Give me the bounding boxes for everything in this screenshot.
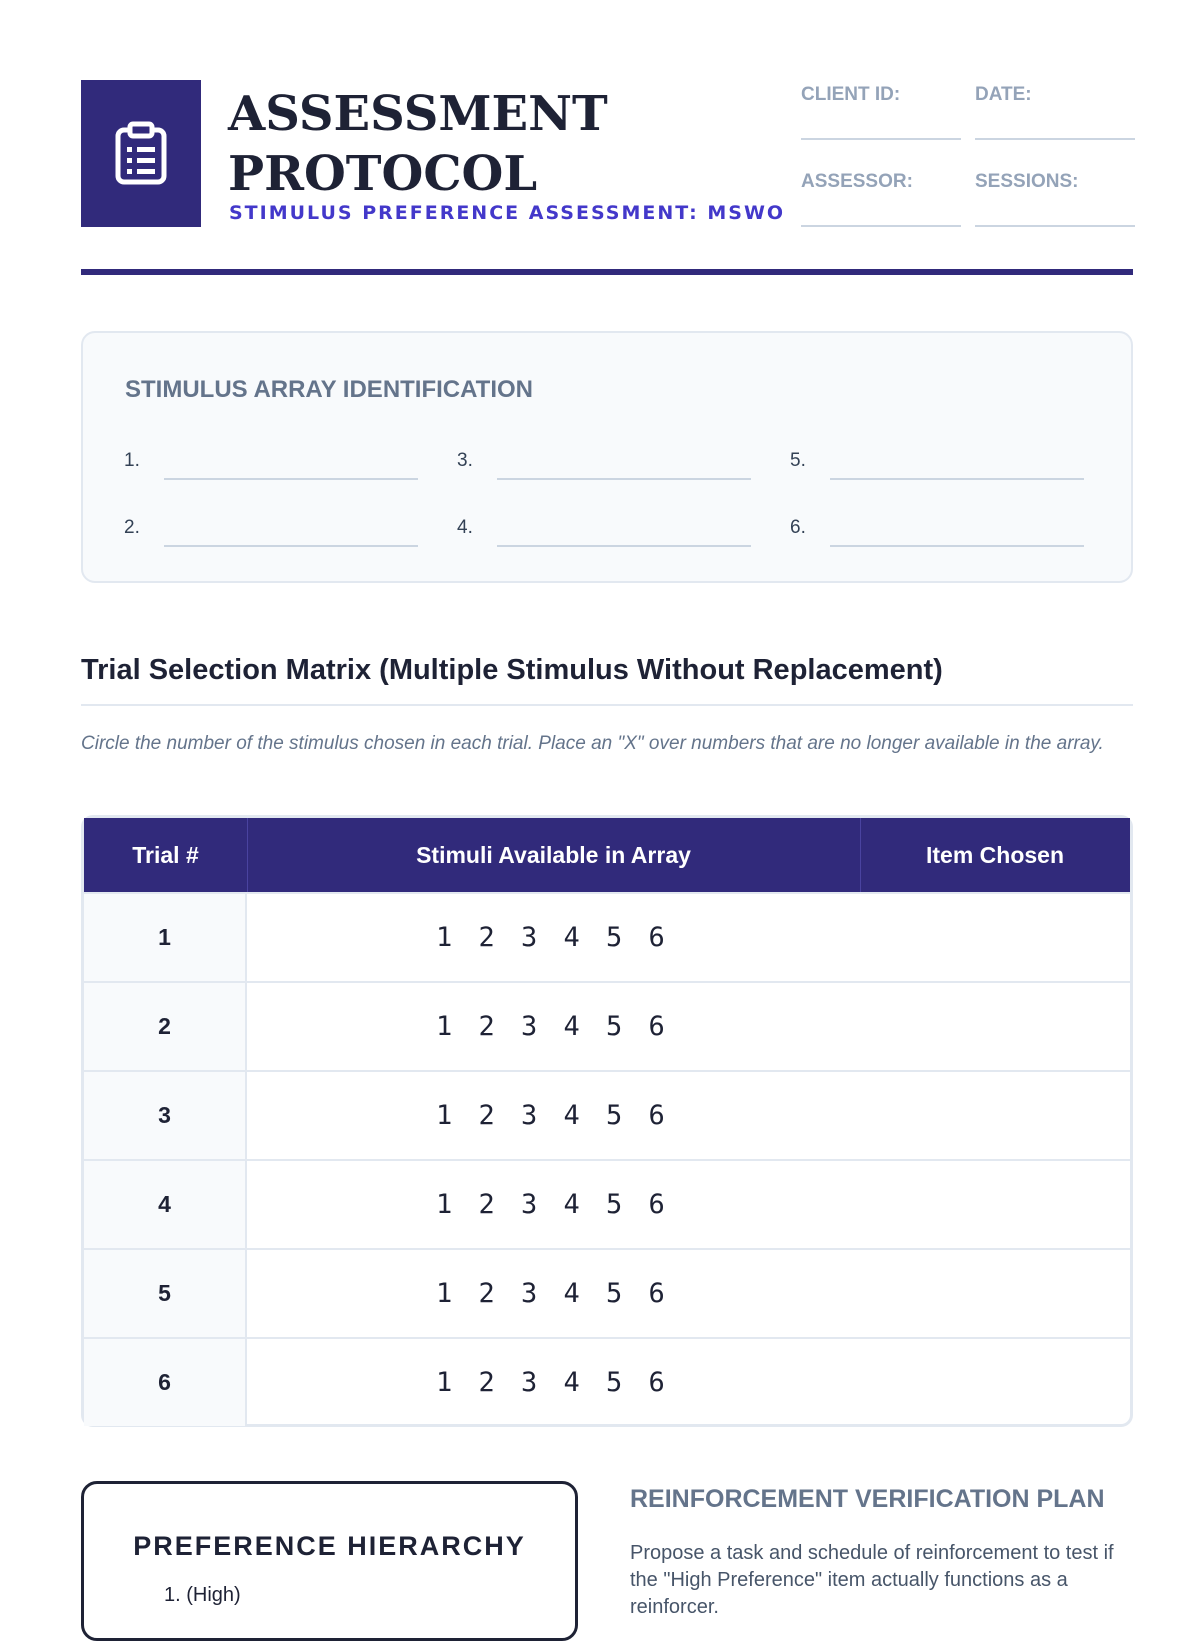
trial-number: 3 xyxy=(84,1072,247,1159)
stimulus-slot-4[interactable] xyxy=(457,507,757,547)
item-chosen-cell[interactable] xyxy=(860,1250,1130,1337)
slot-line[interactable] xyxy=(164,545,418,547)
slot-number: 2. xyxy=(124,517,140,538)
assessor-label: ASSESSOR: xyxy=(801,171,913,192)
stimulus-option[interactable]: 3 xyxy=(521,1100,538,1131)
stimulus-option[interactable]: 1 xyxy=(436,1011,453,1042)
stimuli-options xyxy=(436,894,691,981)
stimulus-option[interactable]: 4 xyxy=(563,1011,580,1042)
column-header-item-chosen: Item Chosen xyxy=(925,842,1065,868)
matrix-header-row xyxy=(84,818,1130,892)
table-row xyxy=(84,1159,1130,1248)
stimulus-array-card xyxy=(81,331,1133,583)
slot-line[interactable] xyxy=(164,478,418,480)
slot-number: 4. xyxy=(457,517,473,538)
clipboard-list-icon xyxy=(114,122,168,186)
stimulus-option[interactable]: 1 xyxy=(436,922,453,953)
matrix-section-title: Trial Selection Matrix (Multiple Stimulus Without Replacement) xyxy=(81,654,943,686)
assessor-line[interactable] xyxy=(801,225,961,227)
stimulus-option[interactable]: 1 xyxy=(436,1367,453,1398)
stimulus-option[interactable]: 5 xyxy=(606,1189,623,1220)
matrix-instructions: Circle the number of the stimulus chosen in each trial. Place an "X" over numbers that are no longer available in the array. xyxy=(81,733,1104,754)
table-row xyxy=(84,1337,1130,1426)
stimulus-option[interactable]: 2 xyxy=(478,922,495,953)
stimulus-option[interactable]: 3 xyxy=(521,922,538,953)
stimulus-slot-2[interactable] xyxy=(124,507,424,547)
trial-number: 6 xyxy=(84,1339,247,1426)
stimulus-option[interactable]: 1 xyxy=(436,1278,453,1309)
item-chosen-cell[interactable] xyxy=(860,894,1130,981)
column-header-stimuli: Stimuli Available in Array xyxy=(416,842,691,868)
stimulus-slot-5[interactable] xyxy=(790,440,1090,480)
stimulus-option[interactable]: 6 xyxy=(648,1189,665,1220)
column-header-trial: Trial # xyxy=(132,842,199,868)
stimulus-option[interactable]: 2 xyxy=(478,1100,495,1131)
item-chosen-cell[interactable] xyxy=(860,1161,1130,1248)
reinforcement-plan-text: Propose a task and schedule of reinforcement to test if the "High Preference" item actually functions as a reinforcer. xyxy=(630,1542,1114,1618)
stimulus-option[interactable]: 3 xyxy=(521,1011,538,1042)
stimuli-options xyxy=(436,1072,691,1159)
stimulus-option[interactable]: 5 xyxy=(606,922,623,953)
preference-hierarchy-box xyxy=(81,1481,578,1641)
stimulus-slot-6[interactable] xyxy=(790,507,1090,547)
document-header xyxy=(81,80,1133,274)
stimulus-option[interactable]: 1 xyxy=(436,1100,453,1131)
slot-number: 3. xyxy=(457,450,473,471)
page-subtitle: STIMULUS PREFERENCE ASSESSMENT: MSWO xyxy=(229,202,786,224)
stimulus-option[interactable]: 4 xyxy=(563,1100,580,1131)
slot-line[interactable] xyxy=(830,545,1084,547)
array-section-title: STIMULUS ARRAY IDENTIFICATION xyxy=(125,376,534,403)
trial-number: 1 xyxy=(84,894,247,981)
stimulus-option[interactable]: 5 xyxy=(606,1278,623,1309)
header-divider xyxy=(81,269,1133,275)
table-row xyxy=(84,1070,1130,1159)
title-line-2: PROTOCOL xyxy=(228,146,538,202)
trial-number: 4 xyxy=(84,1161,247,1248)
table-row xyxy=(84,981,1130,1070)
preference-hierarchy-title: PREFERENCE HIERARCHY xyxy=(133,1531,526,1561)
stimulus-option[interactable]: 2 xyxy=(478,1011,495,1042)
sessions-label: SESSIONS: xyxy=(975,171,1079,192)
table-row xyxy=(84,892,1130,981)
stimulus-option[interactable]: 2 xyxy=(478,1278,495,1309)
slot-line[interactable] xyxy=(497,478,751,480)
stimulus-option[interactable]: 4 xyxy=(563,1367,580,1398)
slot-line[interactable] xyxy=(497,545,751,547)
slot-number: 6. xyxy=(790,517,806,538)
stimuli-options xyxy=(436,983,691,1070)
stimulus-option[interactable]: 4 xyxy=(563,1278,580,1309)
client-id-line[interactable] xyxy=(801,138,961,140)
stimulus-option[interactable]: 3 xyxy=(521,1278,538,1309)
reinforcement-plan-title: REINFORCEMENT VERIFICATION PLAN xyxy=(630,1485,1105,1513)
stimuli-options xyxy=(436,1250,691,1337)
date-line[interactable] xyxy=(975,138,1135,140)
sessions-line[interactable] xyxy=(975,225,1135,227)
date-label: DATE: xyxy=(975,84,1032,105)
stimulus-option[interactable]: 2 xyxy=(478,1367,495,1398)
stimulus-slot-3[interactable] xyxy=(457,440,757,480)
matrix-title-divider xyxy=(81,704,1133,706)
stimulus-option[interactable]: 2 xyxy=(478,1189,495,1220)
item-chosen-cell[interactable] xyxy=(860,983,1130,1070)
stimulus-option[interactable]: 1 xyxy=(436,1189,453,1220)
header-divider-2 xyxy=(860,818,861,892)
stimulus-slot-1[interactable] xyxy=(124,440,424,480)
item-chosen-cell[interactable] xyxy=(860,1339,1130,1426)
slot-number: 1. xyxy=(124,450,140,471)
title-line-1: ASSESSMENT xyxy=(228,86,608,142)
trial-number: 5 xyxy=(84,1250,247,1337)
stimulus-option[interactable]: 5 xyxy=(606,1367,623,1398)
stimulus-option[interactable]: 6 xyxy=(648,1367,665,1398)
stimulus-option[interactable]: 6 xyxy=(648,1278,665,1309)
stimulus-option[interactable]: 3 xyxy=(521,1189,538,1220)
preference-rank-1[interactable]: 1. (High) xyxy=(164,1584,241,1606)
item-chosen-cell[interactable] xyxy=(860,1072,1130,1159)
stimulus-option[interactable]: 6 xyxy=(648,1100,665,1131)
stimulus-option[interactable]: 5 xyxy=(606,1100,623,1131)
table-row xyxy=(84,1248,1130,1337)
stimulus-option[interactable]: 3 xyxy=(521,1367,538,1398)
stimulus-option[interactable]: 6 xyxy=(648,1011,665,1042)
header-divider-1 xyxy=(247,818,248,892)
slot-line[interactable] xyxy=(830,478,1084,480)
client-id-label: CLIENT ID: xyxy=(801,84,901,105)
stimuli-options xyxy=(436,1339,691,1426)
trial-selection-matrix xyxy=(81,815,1133,1427)
page-title xyxy=(228,84,608,204)
stimulus-option[interactable]: 4 xyxy=(563,922,580,953)
logo-box xyxy=(81,80,201,227)
stimulus-option[interactable]: 6 xyxy=(648,922,665,953)
stimuli-options xyxy=(436,1161,691,1248)
trial-number: 2 xyxy=(84,983,247,1070)
stimulus-option[interactable]: 4 xyxy=(563,1189,580,1220)
slot-number: 5. xyxy=(790,450,806,471)
stimulus-option[interactable]: 5 xyxy=(606,1011,623,1042)
